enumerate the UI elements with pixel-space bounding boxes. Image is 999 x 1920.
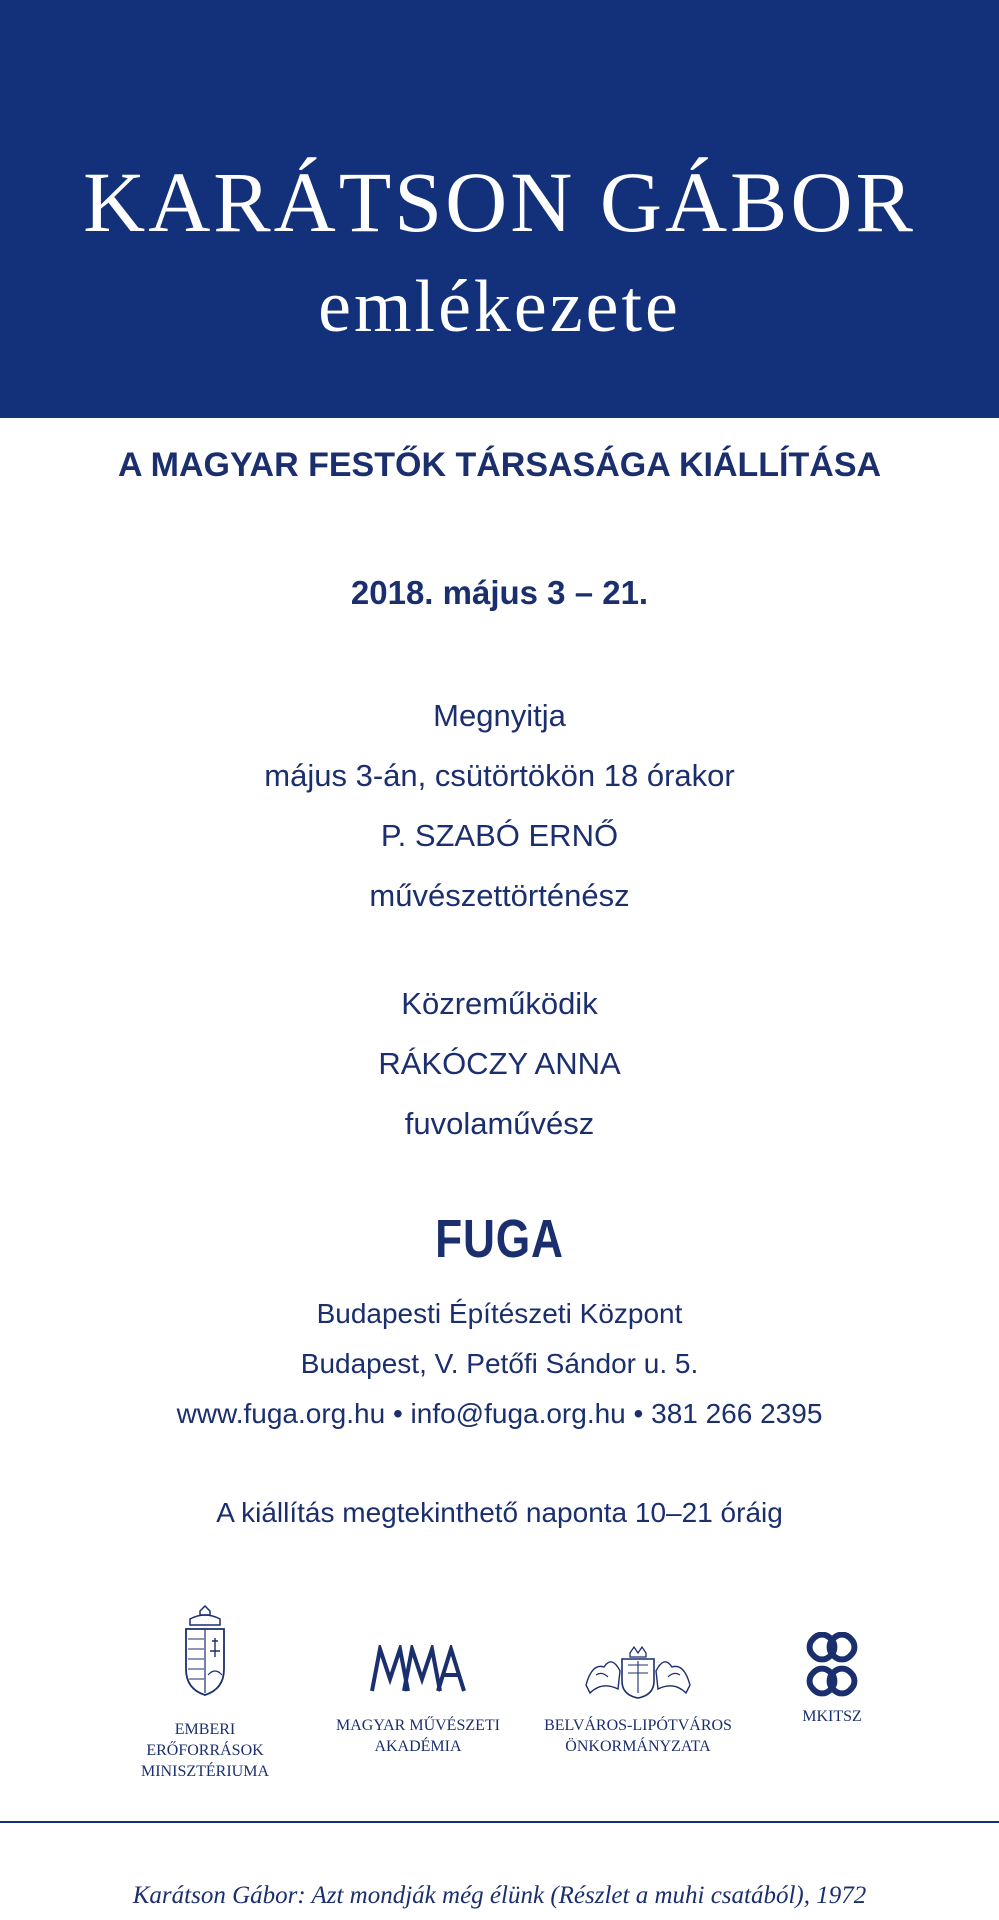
sponsor-district: [528, 1645, 748, 1757]
sponsor-mkitsz: [752, 1632, 912, 1727]
venue-contact: www.fuga.org.hu • info@fuga.org.hu • 381 266 2395: [176, 1398, 823, 1429]
opening-label: Megnyitja: [433, 698, 566, 733]
title-subtitle: emlékezete: [318, 266, 681, 348]
sponsor-mkitsz-label: MKITSZ: [802, 1708, 862, 1725]
performer-name: RÁKÓCZY ANNA: [378, 1046, 621, 1081]
speaker-role: művészettörténész: [369, 878, 630, 913]
mma-logo-icon: [368, 1645, 468, 1693]
hungarian-coat-of-arms-icon: [182, 1605, 228, 1697]
performer-label: Közreműködik: [401, 986, 598, 1021]
venue-name: Budapesti Építészeti Központ: [316, 1298, 683, 1329]
sponsor-mma: [318, 1645, 518, 1757]
footer-divider: [0, 1821, 999, 1823]
artist-name: KARÁTSON GÁBOR: [83, 154, 916, 250]
sponsor-district-label: BELVÁROS-LIPÓTVÁROS ÖNKORMÁNYZATA: [544, 1717, 732, 1755]
venue-address: Budapest, V. Petőfi Sándor u. 5.: [300, 1348, 699, 1379]
performer-role: fuvolaművész: [404, 1106, 595, 1141]
district-coat-of-arms-icon: [582, 1645, 694, 1699]
artwork-caption: Karátson Gábor: Azt mondják még élünk (Részlet a muhi csatából), 1972: [132, 1882, 867, 1909]
sponsor-mma-label: MAGYAR MŰVÉSZETI AKADÉMIA: [336, 1717, 500, 1755]
exhibition-name: A MAGYAR FESTŐK TÁRSASÁGA KIÁLLÍTÁSA: [117, 446, 882, 484]
exhibition-dates: 2018. május 3 – 21.: [350, 574, 649, 611]
sponsor-logos: [0, 1605, 999, 1785]
mkitsz-knot-icon: [797, 1632, 867, 1698]
opening-speaker: P. SZABÓ ERNŐ: [380, 818, 619, 853]
sponsor-ministry-label: EMBERI ERŐFORRÁSOK MINISZTÉRIUMA: [141, 1721, 269, 1780]
title-banner: [0, 0, 999, 418]
sponsor-ministry: [115, 1605, 295, 1782]
opening-hours: A kiállítás megtekinthető naponta 10–21 óráig: [216, 1497, 783, 1528]
opening-time: május 3-án, csütörtökön 18 órakor: [264, 758, 735, 793]
fuga-logo: FUGA: [435, 1209, 564, 1269]
